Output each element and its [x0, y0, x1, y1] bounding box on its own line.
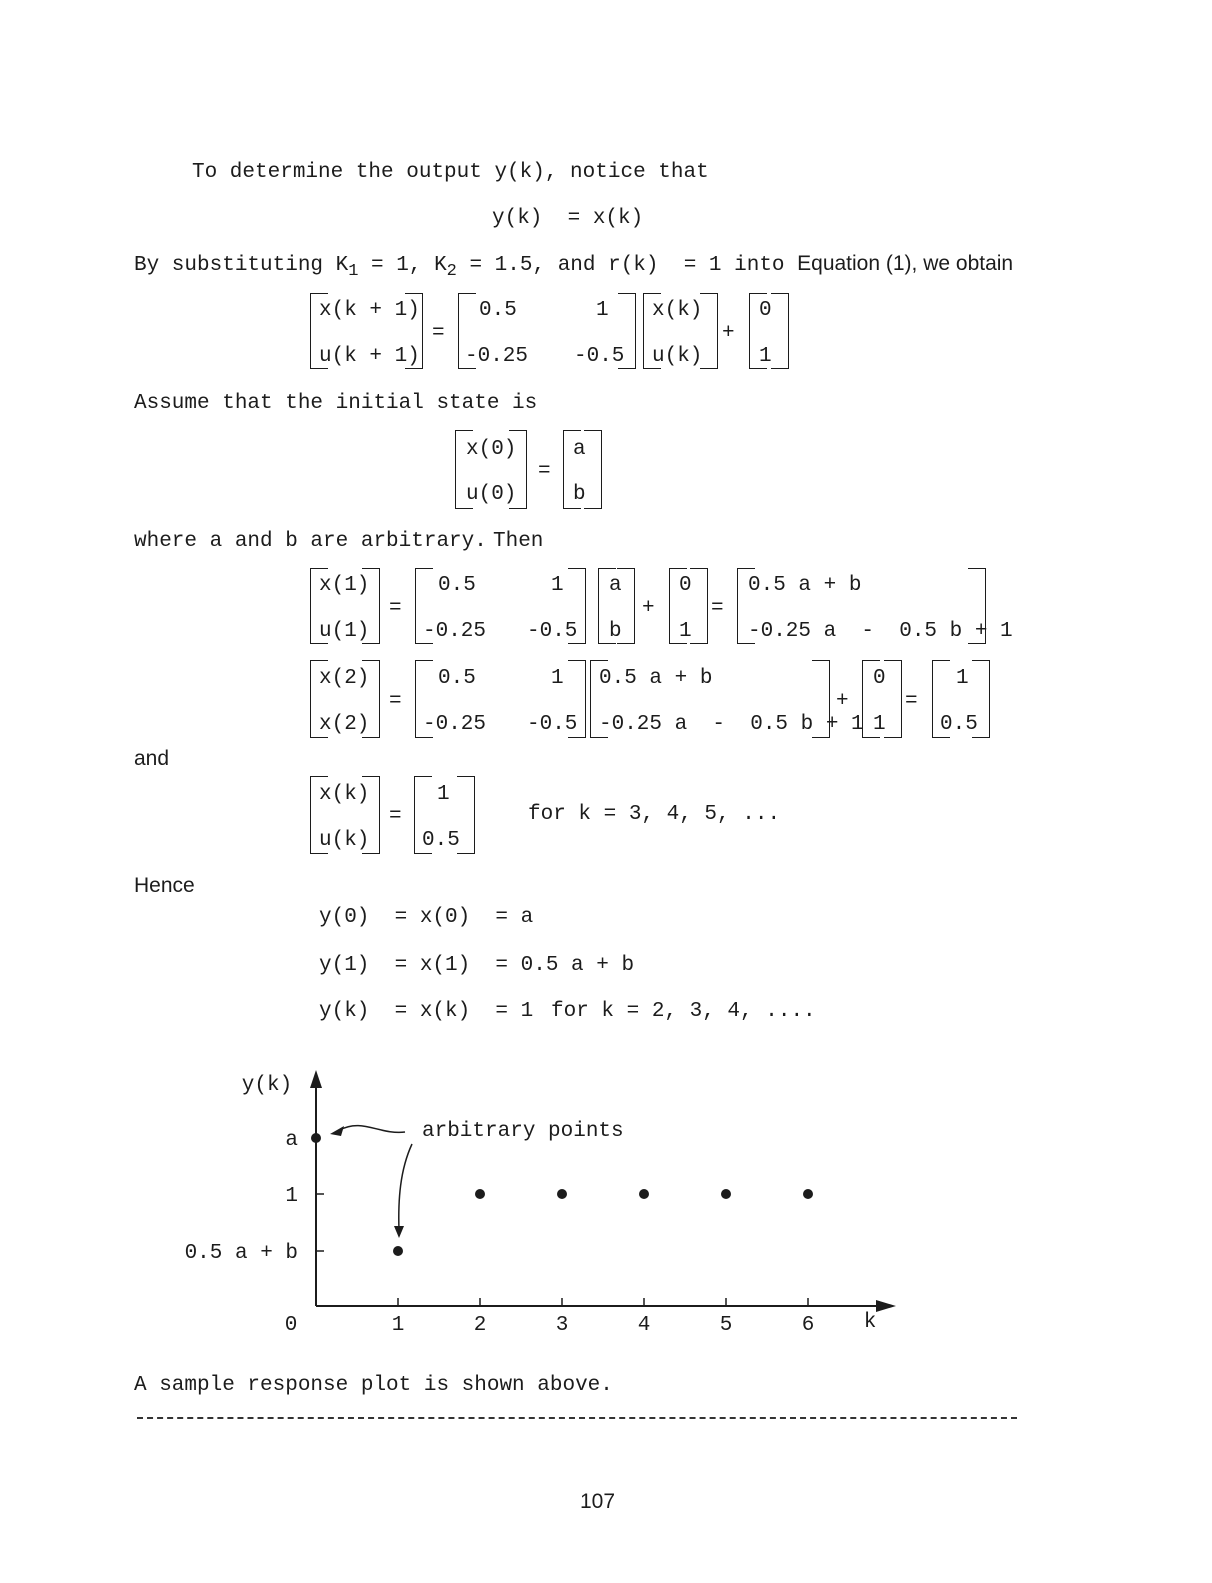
where-text: where a and b are arbitrary.	[134, 530, 487, 553]
matrix-cell: 0.5	[438, 574, 476, 597]
equals-sign: =	[905, 690, 918, 713]
matrix-cell: b	[609, 620, 622, 643]
y0-equation: y(0) = x(0) = a	[319, 906, 534, 929]
matrix-cell: -0.5	[527, 713, 578, 736]
matrix-cell: u(1)	[319, 620, 370, 643]
x-tick-label: 1	[391, 1314, 405, 1337]
substitution-text: By substituting $K_1 = 1$, $K_2 = 1.5$, and r(k) = 1 into Equation (1), we obtain	[134, 252, 1014, 282]
plus-sign: +	[836, 690, 849, 713]
matrix-cell: -0.25	[423, 620, 487, 643]
x-tick-label: 3	[555, 1314, 569, 1337]
annotation-label: arbitrary points	[422, 1120, 624, 1143]
x-axis-arrow-icon	[876, 1300, 896, 1312]
matrix-cell: x(2)	[319, 667, 370, 690]
data-point	[803, 1189, 813, 1199]
equals-sign: =	[711, 597, 724, 620]
matrix-cell: u(k + 1)	[319, 345, 420, 368]
matrix-cell: -0.25	[465, 345, 529, 368]
equals-sign: =	[389, 597, 402, 620]
caption: A sample response plot is shown above.	[134, 1374, 613, 1397]
matrix-cell: 0.5	[940, 713, 978, 736]
matrix-cell: 1	[596, 299, 609, 322]
annotation-arrow-icon	[394, 1226, 404, 1238]
matrix-cell: b	[573, 483, 586, 506]
equals-sign: =	[389, 690, 402, 713]
matrix-cell: 1	[759, 345, 772, 368]
data-point	[721, 1189, 731, 1199]
matrix-cell: x(k)	[652, 299, 703, 322]
matrix-cell: -0.5	[574, 345, 625, 368]
y-tick-label: a	[285, 1129, 298, 1152]
x-tick-label: 5	[719, 1314, 733, 1337]
assume-text: Assume that the initial state is	[134, 392, 538, 415]
y1-equation: y(1) = x(1) = 0.5 a + b	[319, 954, 635, 977]
matrix-cell: 1	[873, 713, 886, 736]
matrix-cell: -0.5	[527, 620, 578, 643]
page-number: 107	[580, 1490, 616, 1513]
data-point	[393, 1246, 403, 1256]
condition-text: for k = 3, 4, 5, ...	[528, 803, 781, 826]
x-tick-label: 6	[801, 1314, 815, 1337]
x-tick-label: 2	[473, 1314, 487, 1337]
matrix-cell: 1	[551, 667, 564, 690]
y-tick-label: 0.5 a + b	[184, 1242, 298, 1265]
and-text: and	[134, 747, 170, 770]
matrix-cell: u(k)	[652, 345, 703, 368]
y-axis-arrow-icon	[310, 1070, 322, 1088]
x-tick-label: 0	[284, 1314, 298, 1337]
y-axis-label: y(k)	[241, 1074, 293, 1097]
matrix-cell: 0.5	[422, 829, 460, 852]
matrix-cell: -0.25 a - 0.5 b + 1	[748, 620, 1013, 643]
matrix-cell: x(k + 1)	[319, 299, 420, 322]
data-point	[475, 1189, 485, 1199]
matrix-cell: u(k)	[319, 829, 370, 852]
data-point	[557, 1189, 567, 1199]
yk-condition: for k = 2, 3, 4, ....	[551, 1000, 816, 1023]
matrix-cell: x(1)	[319, 574, 370, 597]
plus-sign: +	[722, 322, 735, 345]
matrix-cell: 0.5 a + b	[748, 574, 862, 597]
hence-text: Hence	[134, 874, 195, 897]
matrix-cell: 0	[873, 667, 886, 690]
matrix-cell: 1	[437, 783, 450, 806]
x-axis-label: k	[863, 1311, 877, 1334]
matrix-cell: x(0)	[466, 438, 517, 461]
yk-equation: y(k) = x(k) = 1	[319, 1000, 534, 1023]
annotation-arrow-icon	[330, 1126, 344, 1136]
intro-text: To determine the output y(k), notice that	[192, 161, 709, 184]
plus-sign: +	[642, 597, 655, 620]
matrix-cell: 0.5	[438, 667, 476, 690]
matrix-cell: 1	[551, 574, 564, 597]
matrix-cell: 0	[759, 299, 772, 322]
data-point	[311, 1133, 321, 1143]
matrix-cell: 1	[679, 620, 692, 643]
equals-sign: =	[432, 322, 445, 345]
annotation-curve	[399, 1144, 412, 1230]
matrix-cell: 0.5 a + b	[599, 667, 713, 690]
response-plot	[0, 1040, 1212, 1350]
matrix-cell: 1	[956, 667, 969, 690]
annotation-curve	[340, 1126, 405, 1133]
matrix-cell: u(0)	[466, 483, 517, 506]
equals-sign: =	[538, 460, 551, 483]
matrix-cell: 0	[679, 574, 692, 597]
equals-sign: =	[389, 805, 402, 828]
y-tick-label: 1	[285, 1185, 298, 1208]
data-point	[639, 1189, 649, 1199]
matrix-cell: a	[573, 438, 586, 461]
then-text: Then	[493, 530, 544, 553]
matrix-cell: x(k)	[319, 783, 370, 806]
x-tick-label: 4	[637, 1314, 651, 1337]
matrix-cell: x(2)	[319, 713, 370, 736]
matrix-cell: 0.5	[479, 299, 517, 322]
matrix-cell: a	[609, 574, 622, 597]
output-equation: y(k) = x(k)	[492, 207, 644, 230]
divider	[137, 1417, 1017, 1419]
matrix-cell: -0.25	[423, 713, 487, 736]
matrix-cell: -0.25 a - 0.5 b + 1	[599, 713, 864, 736]
